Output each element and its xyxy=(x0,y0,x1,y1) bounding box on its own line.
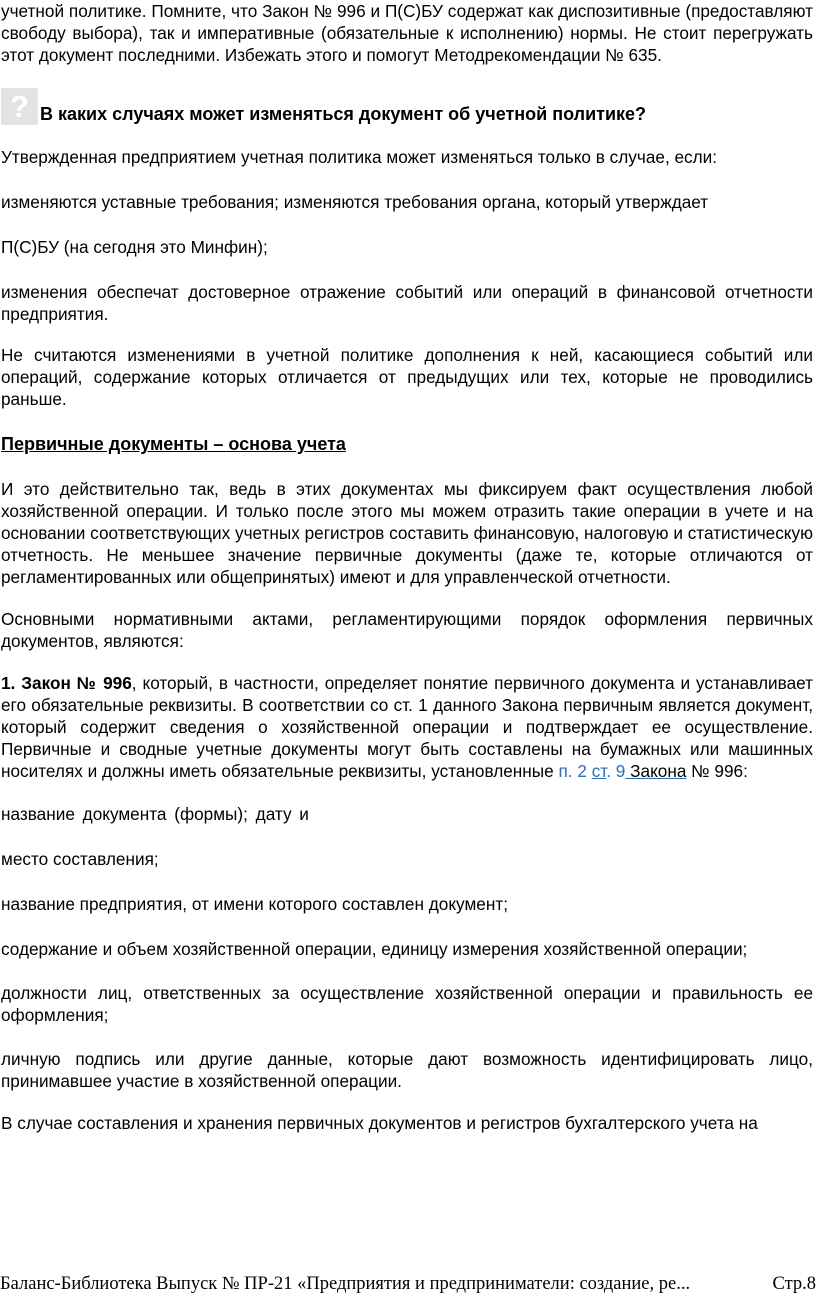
paragraph-acts: Основными нормативными актами, регламентирующими порядок оформления первичных документов, являются: xyxy=(1,609,813,651)
requisite-4: должности лиц, ответственных за осуществление хозяйственной операции и правильность ее оформления; xyxy=(1,983,813,1025)
paragraph-case1: изменяются уставные требования; изменяются требования органа, который утверждает xyxy=(1,192,709,212)
requisite-1: название документа (формы); дату и xyxy=(1,804,309,824)
footer-page-number: Стр.8 xyxy=(772,1274,816,1294)
paragraph-top: учетной политике. Помните, что Закон № 996 и П(С)БУ содержат как диспозитивные (предоставляют свободу выбора), так и императивные (обязательные к исполнению) нормы. Не стоит перегружать этот документ последними. Избежать этого и помогут Методрекомендации № 635. xyxy=(1,1,813,65)
requisite-2: название предприятия, от имени которого составлен документ; xyxy=(1,894,508,914)
law-link-number[interactable]: . 9 xyxy=(606,761,626,781)
law-tail-number: № 996: xyxy=(686,761,748,781)
heading-text: В каких случаях может изменяться документ об учетной политике? xyxy=(40,104,647,124)
page-footer xyxy=(0,1272,816,1296)
requisite-3: содержание и объем хозяйственной операции, единицу измерения хозяйственной операции; xyxy=(1,939,748,959)
paragraph-primary: И это действительно так, ведь в этих документах мы фиксируем факт осуществления любой хозяйственной операции. И только после этого мы можем отразить такие операции в учете и на основании соответствующих учетных регистров составить финансовую, налоговую и статистическую отчетность. Не меньшее значение первичные документы (даже те, которые отличаются от регламентированных или общепринятых) имеют и для управленческой отчетности. xyxy=(1,479,813,587)
paragraph-case1b: П(С)БУ (на сегодня это Минфин); xyxy=(1,237,268,257)
law-tail-law: Закона xyxy=(625,761,687,781)
law-text: , который, в частности, определяет понятие первичного документа и устанавливает его обязательные реквизиты. В соответствии со ст. 1 данного Закона первичным является документ, который содержит сведения о хозяйственной операции и подтверждает ее осуществление. Первичные и сводные учетные документы могут быть составлены на бумажных или машинных носителях и должны иметь обязательные реквизиты, установленные xyxy=(1,673,814,781)
paragraph-intro: Утвержденная предприятием учетная политика может изменяться только в случае, если: xyxy=(1,147,718,167)
section-title: Первичные документы – основа учета xyxy=(1,434,346,454)
law-link-point[interactable]: п. 2 xyxy=(558,761,587,781)
requisite-1b: место составления; xyxy=(1,849,159,869)
paragraph-last: В случае составления и хранения первичных документов и регистров бухгалтерского учета на xyxy=(1,1113,758,1133)
paragraph-case2: изменения обеспечат достоверное отражение событий или операций в финансовой отчетности предприятия. xyxy=(1,282,813,324)
law-bold: 1. Закон № 996 xyxy=(1,673,132,693)
footer-title: Баланс-Библиотека Выпуск № ПР-21 «Предприятия и предприниматели: создание, ре... xyxy=(0,1274,691,1294)
requisite-5: личную подпись или другие данные, которые дают возможность идентифицировать лицо, принимавшее участие в хозяйственной операции. xyxy=(1,1049,813,1091)
question-heading xyxy=(0,88,816,125)
law-link-article[interactable]: ст xyxy=(591,761,607,781)
paragraph-not-changes: Не считаются изменениями в учетной политике дополнения к ней, касающиеся событий или операций, содержание которых отличается от предыдущих или тех, которые не проводились раньше. xyxy=(1,345,813,409)
paragraph-law xyxy=(0,672,816,782)
question-icon: ? xyxy=(1,88,38,125)
